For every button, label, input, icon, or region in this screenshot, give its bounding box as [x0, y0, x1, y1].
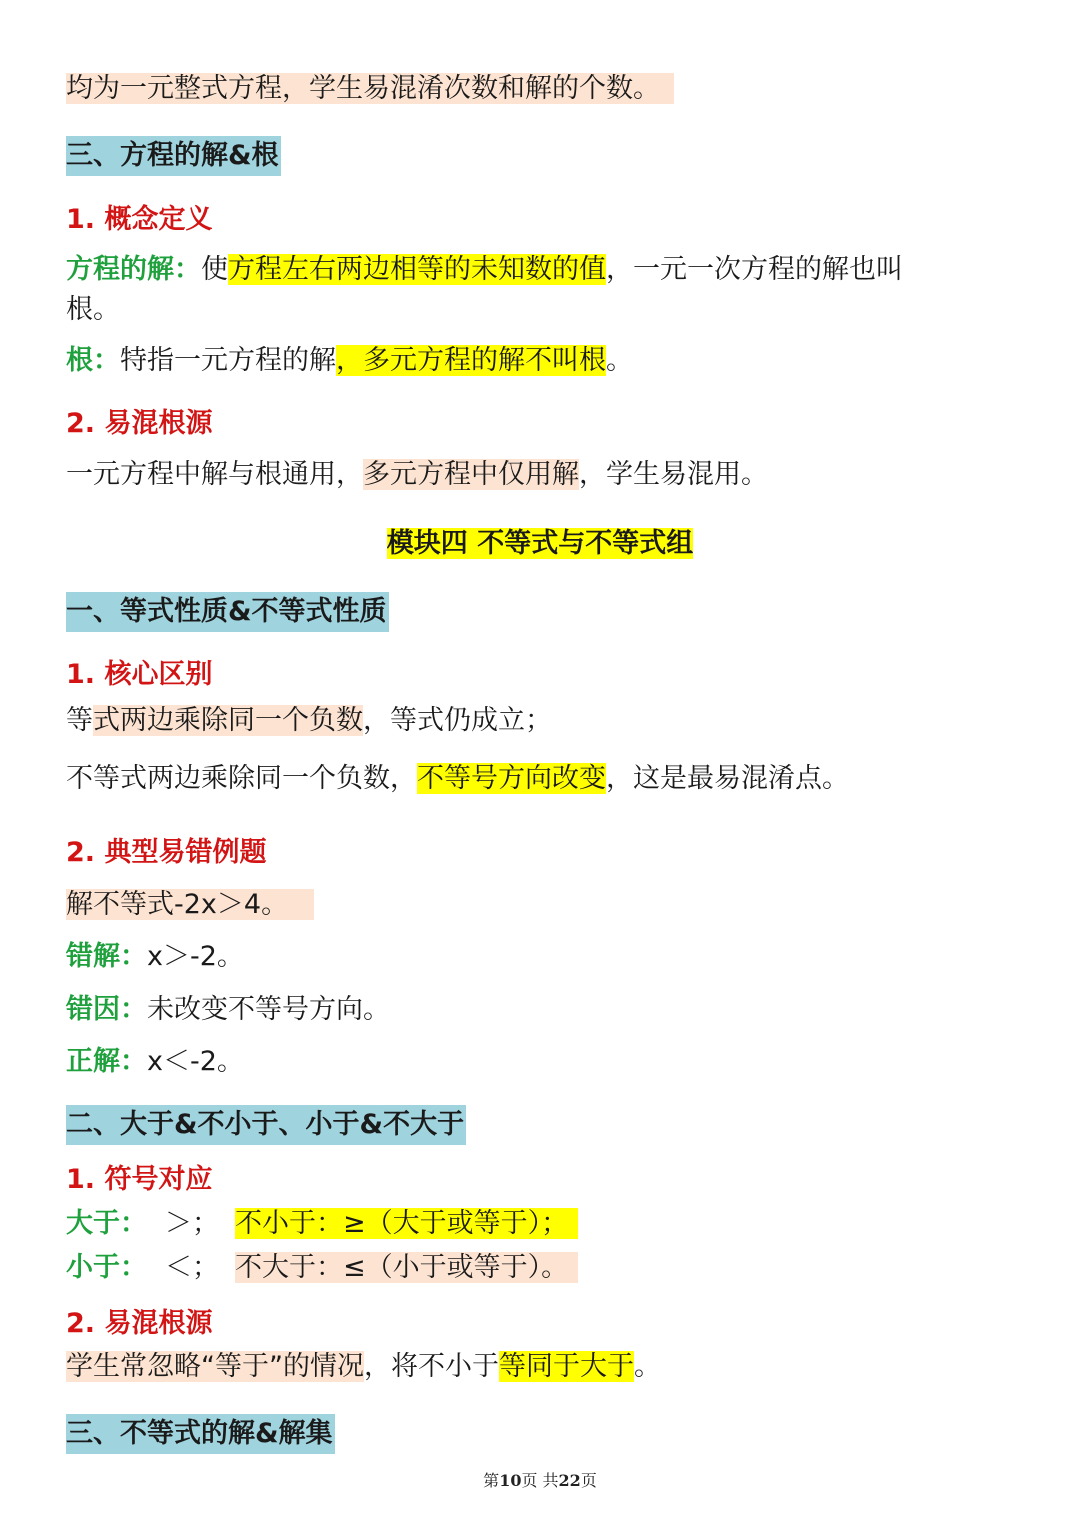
less-than-symbol: ＜；	[165, 1252, 219, 1283]
root-text-a: 特指一元方程的解	[120, 345, 336, 376]
section-heading-solution-set: 三、不等式的解&解集	[66, 1414, 335, 1454]
confusion-line	[66, 455, 768, 495]
less-than-label: 小于：	[66, 1252, 147, 1283]
less-than-text: 不大于：≤（小于或等于）。	[235, 1252, 578, 1283]
section-heading-solution-root: 三、方程的解&根	[66, 136, 281, 176]
module-title: 模块四 不等式与不等式组	[386, 528, 694, 559]
greater-than-label: 大于：	[66, 1208, 147, 1239]
confusion-text-a: 一元方程中解与根通用，	[66, 459, 363, 490]
root-line	[66, 341, 633, 381]
page-footer	[0, 1470, 1080, 1492]
greater-than-highlight: 不小于：≥（大于或等于）；	[235, 1208, 578, 1239]
less-than-line	[66, 1248, 578, 1288]
wrong-solution-line	[66, 937, 244, 977]
confusion-text-b: ，学生易混用。	[579, 459, 768, 490]
error-reason-text: 未改变不等号方向。	[147, 994, 390, 1025]
definition-text-b: ，一元一次方程的解也叫	[606, 254, 903, 285]
section-heading-equality-properties: 一、等式性质&不等式性质	[66, 592, 389, 632]
example-problem-line	[66, 885, 314, 925]
subheading-symbol-mapping: 1. 符号对应	[66, 1164, 213, 1195]
definition-highlight: 方程左右两边相等的未知数的值	[228, 254, 606, 285]
example-problem: 解不等式-2x＞4。	[66, 889, 314, 920]
difference-2-highlight: 不等号方向改变	[417, 763, 606, 794]
confusion-2-end: 。	[633, 1351, 661, 1382]
definition-line-cont: 根。	[66, 294, 120, 325]
footer-mid: 页 共	[521, 1471, 559, 1490]
correct-solution-label: 正解：	[66, 1046, 147, 1077]
footer-total-pages: 22	[558, 1471, 581, 1490]
footer-pre: 第	[483, 1471, 500, 1490]
difference-1-a: 等	[66, 705, 93, 736]
subheading-typical-example: 2. 典型易错例题	[66, 837, 267, 868]
greater-than-symbol: ＞；	[165, 1208, 219, 1239]
wrong-solution-text: x＞-2。	[147, 941, 244, 972]
footer-page-number: 10	[499, 1471, 522, 1490]
difference-2-a: 不等式两边乘除同一个负数，	[66, 763, 417, 794]
root-text-b: 。	[606, 345, 633, 376]
difference-1-highlight: 式两边乘除同一个负数	[93, 705, 363, 736]
confusion-2-mid: ，将不小于	[363, 1351, 499, 1382]
difference-line-2	[66, 759, 849, 799]
wrong-solution-label: 错解：	[66, 941, 147, 972]
footer-post: 页	[580, 1471, 597, 1490]
correct-solution-line	[66, 1042, 244, 1082]
module-title-row	[0, 524, 1080, 567]
root-label: 根：	[66, 345, 120, 376]
confusion-line-2	[66, 1347, 661, 1387]
definition-line	[66, 250, 903, 290]
section-heading-greater-less: 二、大于&不小于、小于&不大于	[66, 1105, 466, 1145]
error-reason-label: 错因：	[66, 994, 147, 1025]
root-highlight: ，多元方程的解不叫根	[336, 345, 606, 376]
greater-than-line	[66, 1204, 578, 1244]
error-reason-line	[66, 990, 390, 1030]
confusion-highlight: 多元方程中仅用解	[363, 459, 579, 490]
difference-1-b: ，等式仍成立；	[363, 705, 552, 736]
difference-2-b: ，这是最易混淆点。	[606, 763, 849, 794]
definition-text-a: 使	[201, 254, 228, 285]
confusion-2-highlight-1: 学生常忽略“等于”的情况	[66, 1351, 364, 1382]
difference-line-1	[66, 701, 552, 741]
correct-solution-text: x＜-2。	[147, 1046, 244, 1077]
subheading-confusion-source-2: 2. 易混根源	[66, 1308, 213, 1339]
definition-label: 方程的解：	[66, 254, 201, 285]
subheading-core-difference: 1. 核心区别	[66, 659, 213, 690]
confusion-2-highlight-2: 等同于大于	[498, 1351, 634, 1382]
intro-text: 均为一元整式方程，学生易混淆次数和解的个数。	[66, 73, 674, 104]
subheading-concept-definition: 1. 概念定义	[66, 204, 213, 235]
intro-line	[66, 69, 674, 109]
subheading-confusion-source: 2. 易混根源	[66, 408, 213, 439]
